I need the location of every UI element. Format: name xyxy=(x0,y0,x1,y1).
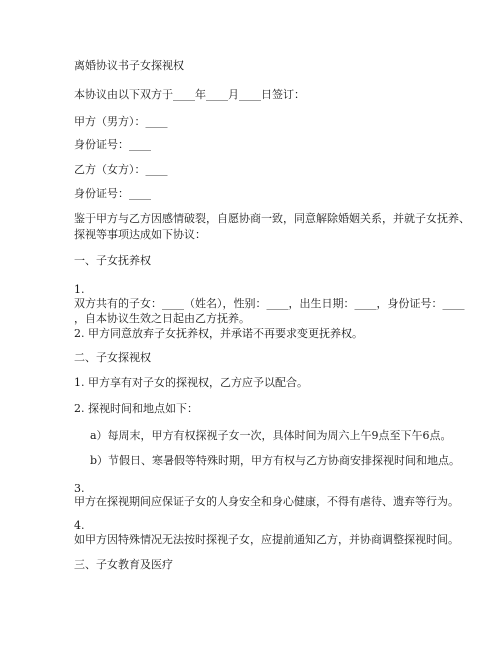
party-b-id-line: 身份证号：____ xyxy=(74,187,151,200)
agreement-intro: 本协议由以下双方于____年____月____日签订： xyxy=(74,88,305,101)
party-a-id-line: 身份证号：____ xyxy=(74,138,151,151)
clause-1-1-line-2: ，自本协议生效之日起由乙方抚养。 xyxy=(74,312,250,325)
section-heading-education-medical: 三、子女教育及医疗 xyxy=(74,558,173,571)
clause-2-3-text: 甲方在探视期间应保证子女的人身安全和身心健康，不得有虐待、遗弃等行为。 xyxy=(74,495,459,508)
clause-2-4-text: 如甲方因特殊情况无法按时探视子女，应提前通知乙方，并协商调整探视时间。 xyxy=(74,533,459,546)
party-a-line: 甲方（男方）：____ xyxy=(74,115,168,128)
preamble-line-2: 探视等事项达成如下协议： xyxy=(74,228,206,241)
clause-2-1: 1. 甲方享有对子女的探视权，乙方应予以配合。 xyxy=(74,376,308,389)
section-heading-custody: 一、子女抚养权 xyxy=(74,254,151,267)
section-heading-visitation: 二、子女探视权 xyxy=(74,351,151,364)
clause-2-2-a: a）每周末，甲方有权探视子女一次，具体时间为周六上午9点至下午6点。 xyxy=(90,429,452,442)
clause-2-3-number: 3. xyxy=(74,482,85,495)
clause-1-2: 2. 甲方同意放弃子女抚养权，并承诺不再要求变更抚养权。 xyxy=(74,327,363,340)
party-b-line: 乙方（女方）：____ xyxy=(74,163,168,176)
clause-1-1-line-1: 双方共有的子女：____（姓名），性别：____，出生日期：____，身份证号：____ xyxy=(74,297,465,310)
preamble-line-1: 鉴于甲方与乙方因感情破裂，自愿协商一致，同意解除婚姻关系，并就子女抚养、 xyxy=(74,212,470,225)
clause-2-2-b: b）节假日、寒暑假等特殊时期，甲方有权与乙方协商安排探视时间和地点。 xyxy=(90,454,461,467)
clause-2-4-number: 4. xyxy=(74,519,85,532)
clause-2-2: 2. 探视时间和地点如下： xyxy=(74,402,198,415)
clause-1-1-number: 1. xyxy=(74,283,85,296)
document-title: 离婚协议书子女探视权 xyxy=(74,59,184,72)
